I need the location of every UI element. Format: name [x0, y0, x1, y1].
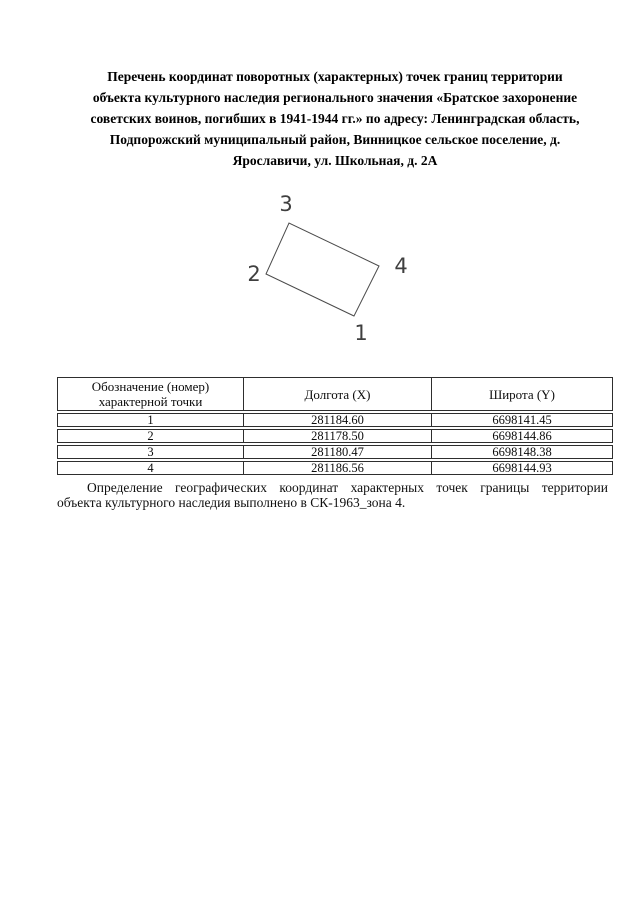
title-line: объекта культурного наследия регионального значения «Братское захоронение	[92, 90, 578, 105]
cell-longitude: 281184.60	[243, 413, 431, 427]
title-line: Ярославичи, ул. Школьная, д. 2А	[232, 153, 438, 168]
cell-longitude: 281178.50	[243, 429, 431, 443]
cell-latitude: 6698144.86	[431, 429, 613, 443]
cell-latitude: 6698141.45	[431, 413, 613, 427]
footer-paragraph-line: объекта культурного наследия выполнено в СК-1963_зона 4.	[57, 495, 406, 510]
cell-latitude: 6698144.93	[431, 461, 613, 475]
table-row	[57, 445, 613, 459]
coordinates-table	[57, 377, 613, 475]
header-cell-point-number: Обозначение (номер) характерной точки	[57, 377, 243, 411]
boundary-polygon	[266, 223, 379, 316]
header-cell-latitude: Широта (Y)	[431, 377, 613, 411]
table-row	[57, 461, 613, 475]
title-line: Подпорожский муниципальный район, Винницкое сельское поселение, д.	[109, 132, 561, 147]
cell-latitude: 6698148.38	[431, 445, 613, 459]
diagram-point-label-3: 3	[279, 192, 293, 216]
table-header-row	[57, 377, 613, 411]
diagram-point-label-4: 4	[394, 254, 408, 278]
table-row	[57, 429, 613, 443]
cell-point-number: 3	[57, 445, 243, 459]
title-line: Перечень координат поворотных (характерных) точек границ территории	[107, 69, 563, 84]
boundary-diagram	[240, 190, 420, 350]
table-row	[57, 413, 613, 427]
cell-point-number: 2	[57, 429, 243, 443]
footer-paragraph-line: Определение географических координат характерных точек границы территории	[87, 480, 608, 495]
cell-point-number: 1	[57, 413, 243, 427]
diagram-point-label-2: 2	[247, 262, 261, 286]
footer-paragraph	[57, 480, 608, 510]
diagram-point-label-1: 1	[354, 321, 368, 345]
title-line: советских воинов, погибших в 1941-1944 гг.» по адресу: Ленинградская область,	[90, 111, 580, 126]
cell-longitude: 281180.47	[243, 445, 431, 459]
header-cell-longitude: Долгота (X)	[243, 377, 431, 411]
cell-longitude: 281186.56	[243, 461, 431, 475]
document-title	[57, 66, 613, 171]
cell-point-number: 4	[57, 461, 243, 475]
